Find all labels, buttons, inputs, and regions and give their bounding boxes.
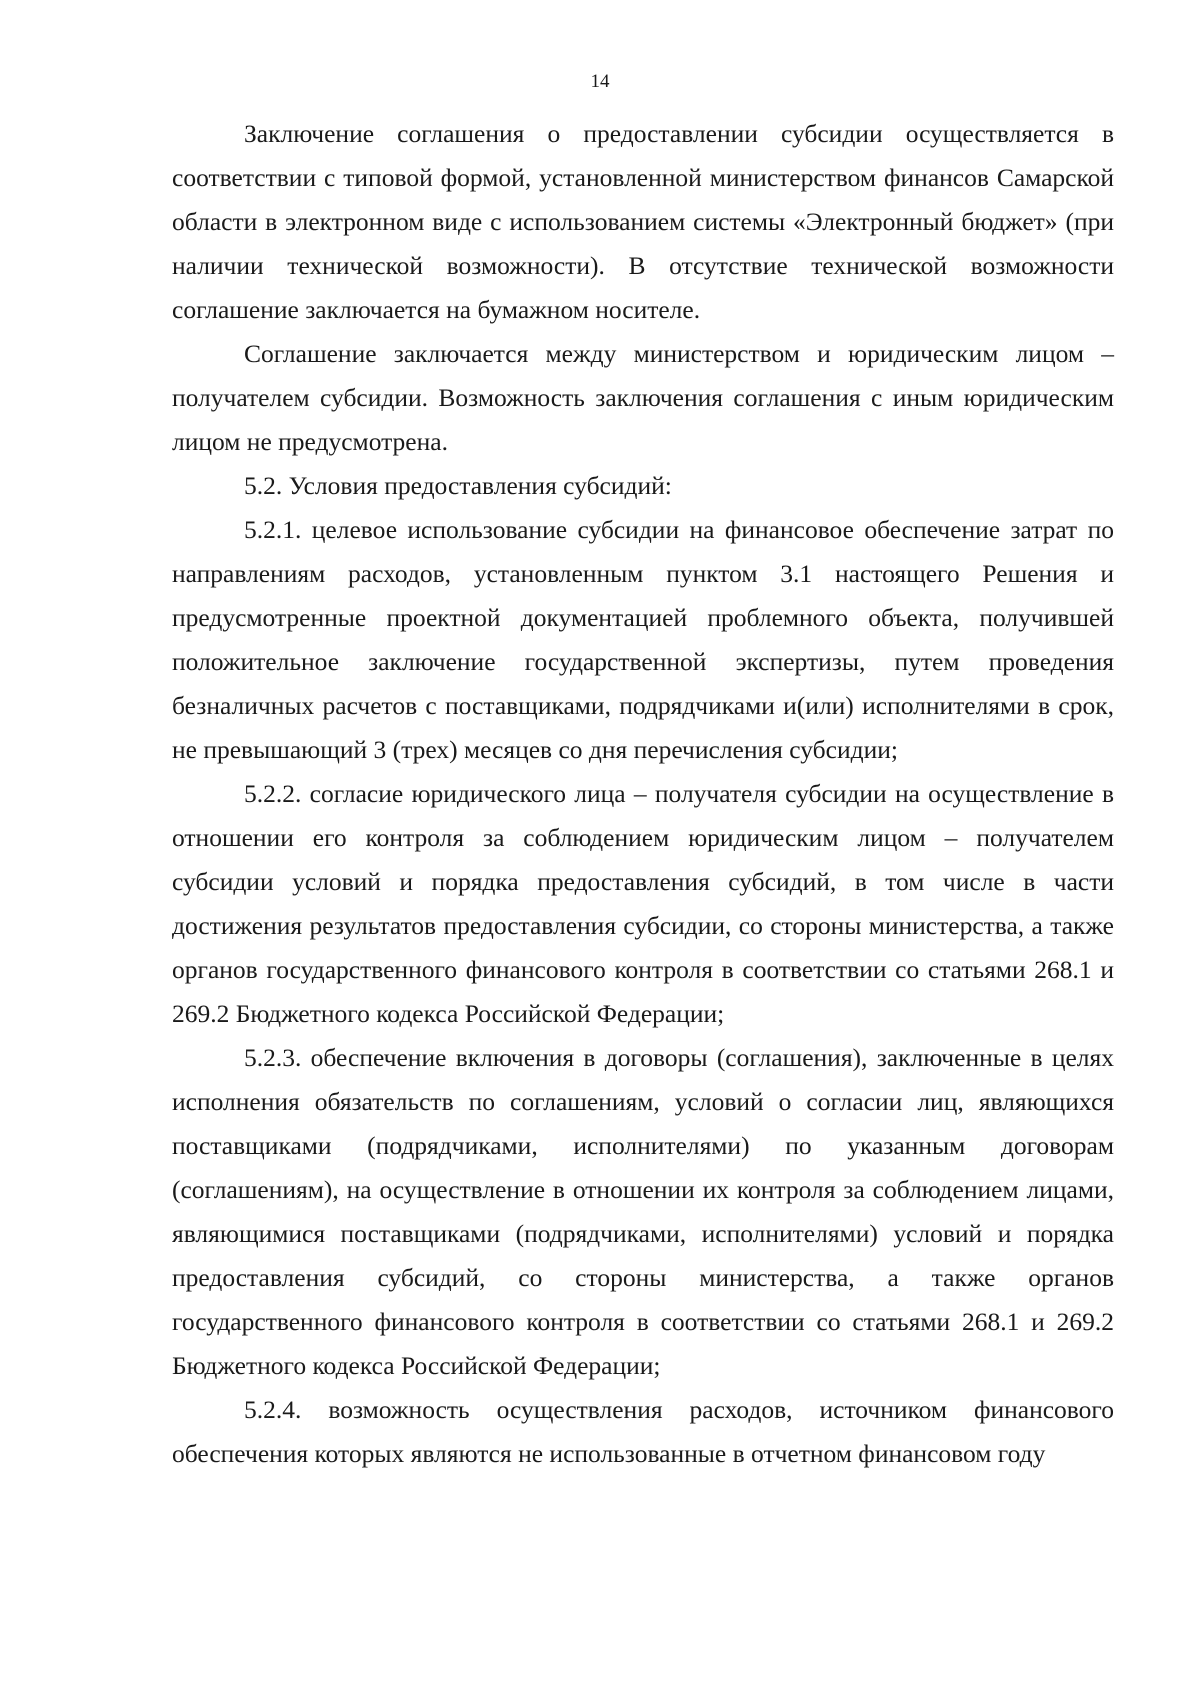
paragraph-agreement-parties: Соглашение заключается между министерством и юридическим лицом – получателем субсидии. Возможность заключения соглашения с иным юридическим лицом не предусмотрена. [172,339,1114,456]
paragraph-agreement-form: Заключение соглашения о предоставлении субсидии осуществляется в соответствии с типовой формой, установленной министерством финансов Самарской области в электронном виде с использованием системы «Электронный бюджет» (при наличии технической возможности). В отсутствие технической возможности соглашение заключается на бумажном носителе. [172,119,1114,324]
page-number: 14 [590,71,610,92]
clause-5-2-3: 5.2.3. обеспечение включения в договоры (соглашения), заключенные в целях исполнения обязательств по соглашениям, условий о согласии лиц, являющихся поставщиками (подрядчиками, исполнителями) по указанным договорам (соглашениям), на осуществление в отношении их контроля за соблюдением лицами, являющимися поставщиками (подрядчиками, исполнителями) условий и порядка предоставления субсидий, со стороны министерства, а также органов государственного финансового контроля в соответствии со статьями 268.1 и 269.2 Бюджетного кодекса Российской Федерации; [172,1043,1114,1380]
clause-5-2-2: 5.2.2. согласие юридического лица – получателя субсидии на осуществление в отношении его контроля за соблюдением юридическим лицом – получателем субсидии условий и порядка предоставления субсидий, в том числе в части достижения результатов предоставления субсидии, со стороны министерства, а также органов государственного финансового контроля в соответствии со статьями 268.1 и 269.2 Бюджетного кодекса Российской Федерации; [172,779,1114,1028]
clause-5-2-4: 5.2.4. возможность осуществления расходов, источником финансового обеспечения которых являются не использованные в отчетном финансовом году [172,1395,1114,1468]
section-heading-5-2: 5.2. Условия предоставления субсидий: [244,471,672,500]
document-body [172,112,1114,1476]
clause-5-2-1: 5.2.1. целевое использование субсидии на финансовое обеспечение затрат по направлениям расходов, установленным пунктом 3.1 настоящего Решения и предусмотренные проектной документацией проблемного объекта, получившей положительное заключение государственной экспертизы, путем проведения безналичных расчетов с поставщиками, подрядчиками и(или) исполнителями в срок, не превышающий 3 (трех) месяцев со дня перечисления субсидии; [172,515,1114,764]
